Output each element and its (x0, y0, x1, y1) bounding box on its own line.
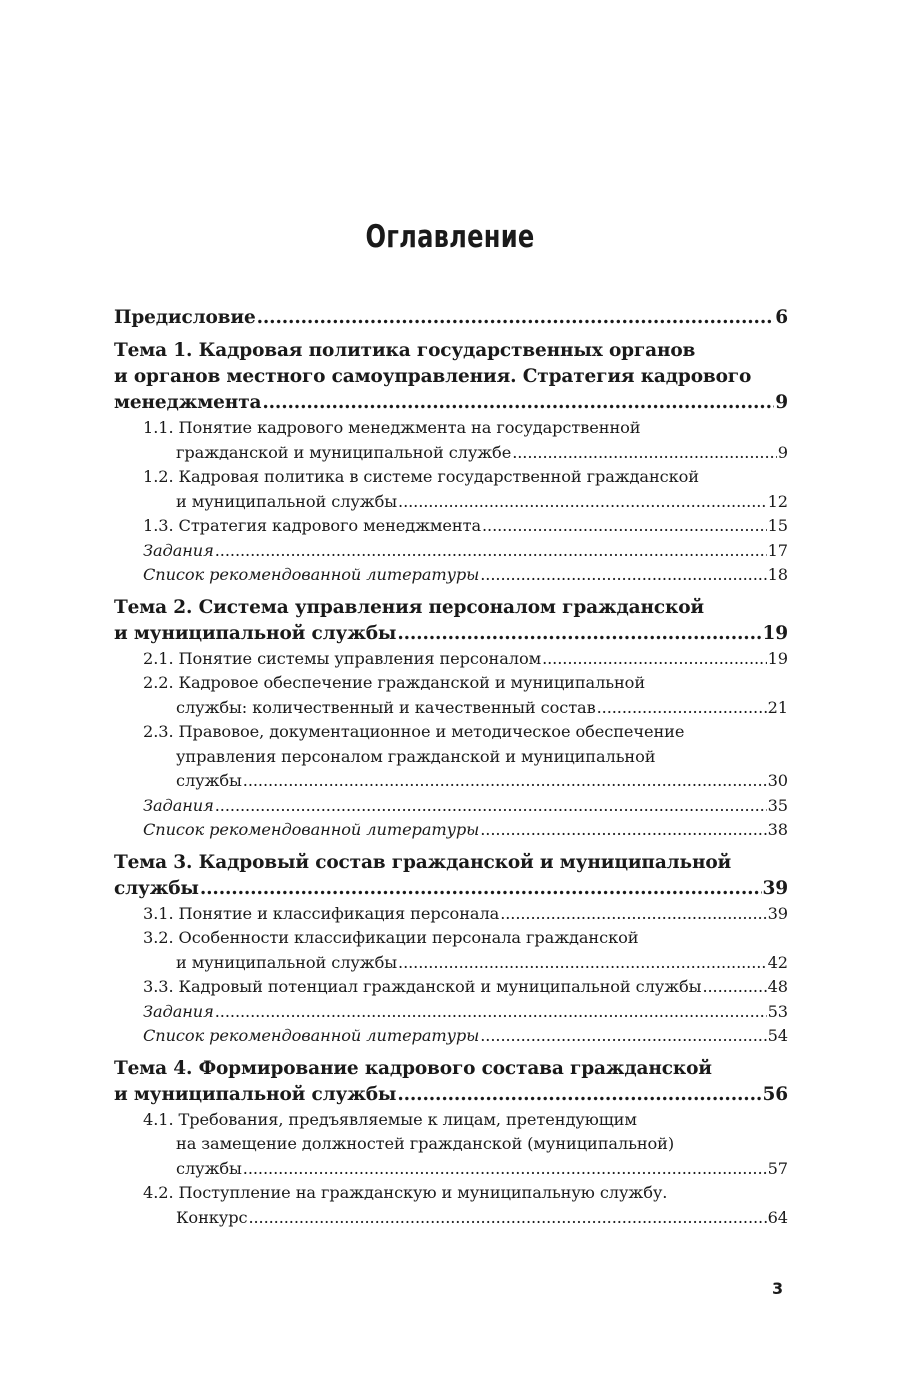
toc-entry-label: 1.3. Стратегия кадрового менеджмента (143, 516, 481, 535)
toc-entry-label: Задания (143, 795, 214, 815)
toc-entry-line: и муниципальной службы (176, 491, 398, 511)
toc-page-number: 9 (775, 392, 788, 413)
toc-entry-line: Тема 1. Кадровая политика государственных органов (114, 340, 696, 361)
toc-page-number: 42 (767, 952, 788, 972)
toc-entry-4-2[interactable] (114, 1181, 788, 1230)
toc-entry-2-3[interactable] (114, 720, 788, 794)
toc-entry-line: и органов местного самоуправления. Стратегия кадрового (114, 366, 752, 387)
toc-entry-label: 3.3. Кадровый потенциал гражданской и муниципальной службы (143, 977, 702, 996)
toc-page-number: 39 (767, 903, 788, 923)
toc-page-number: 18 (767, 565, 788, 584)
toc-entry-1-literature[interactable] (114, 563, 788, 588)
toc-entry-topic-1[interactable] (114, 338, 788, 416)
toc-entry-line: Тема 4. Формирование кадрового состава гражданской (114, 1057, 712, 1079)
page-number: 3 (772, 1279, 784, 1298)
toc-page-number: 21 (767, 697, 788, 717)
toc-entry-3-2[interactable] (114, 926, 788, 975)
toc-entry-3-3[interactable] (114, 975, 788, 1000)
toc-entry-1-3[interactable] (114, 514, 788, 539)
toc-entry-line: 4.2. Поступление на гражданскую и муниципальную службу. (143, 1183, 668, 1202)
toc-entry-3-1[interactable] (114, 902, 788, 927)
toc-entry-topic-3[interactable] (114, 850, 788, 902)
toc-entry-line: службы: количественный и качественный состав (176, 697, 596, 717)
toc-entry-line: Конкурс (176, 1207, 248, 1227)
toc-entry-line: службы (176, 771, 242, 790)
toc-entry-topic-4[interactable] (114, 1056, 788, 1108)
toc-entry-line: Тема 3. Кадровый состав гражданской и муниципальной (114, 851, 732, 873)
toc-entry-line: 3.2. Особенности классификации персонала гражданской (143, 928, 639, 947)
toc-entry-label: Задания (143, 1001, 214, 1021)
toc-entry-1-2[interactable] (114, 465, 788, 514)
toc-entry-topic-2[interactable] (114, 595, 788, 647)
toc-entry-3-literature[interactable] (114, 1024, 788, 1049)
toc-entry-2-tasks[interactable] (114, 794, 788, 819)
page-title: Оглавление (365, 219, 535, 255)
toc-page-number: 38 (767, 820, 788, 839)
toc-entry-line: менеджмента (114, 392, 262, 413)
toc-entry-line: и муниципальной службы (114, 1083, 397, 1105)
toc-entry-line: и муниципальной службы (114, 622, 397, 644)
toc-page-number: 56 (762, 1083, 788, 1105)
toc-entry-line: на замещение должностей гражданской (муниципальной) (176, 1134, 675, 1153)
toc-entry-label: Список рекомендованной литературы (143, 1026, 480, 1045)
toc-entry-line: управления персоналом гражданской и муниципальной (176, 746, 656, 766)
toc-page-number: 19 (767, 648, 788, 668)
toc-page-number: 19 (762, 622, 788, 644)
toc-entry-line: и муниципальной службы (176, 952, 398, 972)
toc-entry-label: Список рекомендованной литературы (143, 820, 480, 839)
toc-entry-label: 3.1. Понятие и классификация персонала (143, 903, 500, 923)
toc-entry-3-tasks[interactable] (114, 1000, 788, 1025)
toc-page-number: 30 (767, 771, 788, 790)
toc-entry-4-1[interactable] (114, 1108, 788, 1182)
toc-entry-line: 2.3. Правовое, документационное и методическое обеспечение (143, 722, 685, 741)
toc-entry-1-tasks[interactable] (114, 539, 788, 564)
toc-page-number: 53 (767, 1001, 788, 1021)
toc-page-number: 54 (767, 1026, 788, 1045)
toc-page-number: 39 (762, 877, 788, 899)
toc-entry-line: 2.2. Кадровое обеспечение гражданской и муниципальной (143, 673, 646, 692)
toc-entry-label: 2.1. Понятие системы управления персоналом (143, 648, 542, 668)
toc-page-number: 12 (767, 491, 788, 511)
toc-entry-label: Предисловие (114, 307, 256, 328)
toc-entry-line: Тема 2. Система управления персоналом гражданской (114, 596, 704, 618)
toc-entry-line: 4.1. Требования, предъявляемые к лицам, претендующим (143, 1109, 637, 1129)
toc-page-number: 64 (767, 1207, 788, 1227)
toc-entry-2-2[interactable] (114, 671, 788, 720)
toc-page-number: 15 (767, 516, 788, 535)
toc-page-number: 35 (767, 795, 788, 815)
toc-entry-2-literature[interactable] (114, 818, 788, 843)
toc-page-number: 6 (775, 307, 788, 328)
toc-page-number: 9 (777, 442, 788, 462)
toc-entry-preface[interactable] (114, 305, 788, 331)
toc-page-number: 57 (767, 1158, 788, 1178)
toc-entry-1-1[interactable] (114, 416, 788, 465)
table-of-contents (114, 305, 788, 1230)
toc-entry-line: гражданской и муниципальной службе (176, 442, 512, 462)
toc-entry-line: службы (114, 877, 199, 899)
toc-entry-2-1[interactable] (114, 647, 788, 672)
toc-entry-line: 1.2. Кадровая политика в системе государственной гражданской (143, 467, 699, 486)
toc-entry-label: Задания (143, 540, 214, 560)
toc-entry-label: Список рекомендованной литературы (143, 565, 480, 584)
toc-page-number: 48 (767, 977, 788, 996)
toc-entry-line: службы (176, 1158, 242, 1178)
toc-entry-line: 1.1. Понятие кадрового менеджмента на государственной (143, 418, 641, 437)
toc-page-number: 17 (767, 540, 788, 560)
